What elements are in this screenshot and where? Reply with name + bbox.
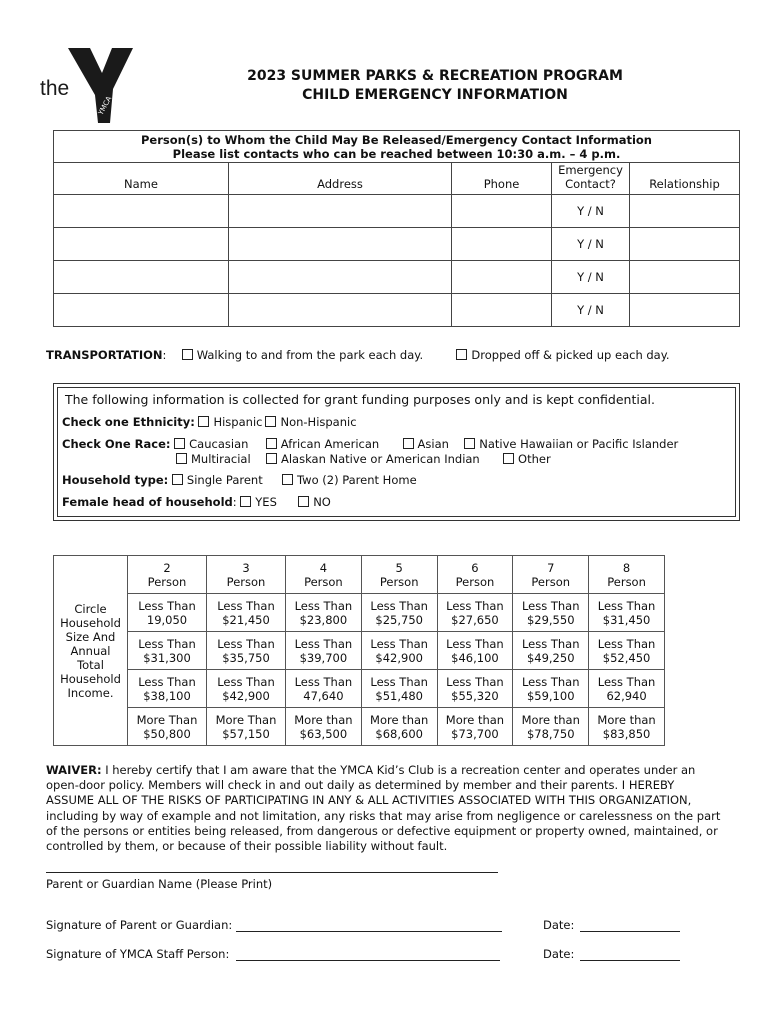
grant-info-box <box>53 383 740 521</box>
guardian-date-label: Date: <box>543 918 575 932</box>
income-cell[interactable]: Less Than $25,750 <box>361 594 437 632</box>
income-row-label: Circle Household Size And Annual Total Household Income. <box>54 556 128 746</box>
dropoff-checkbox[interactable] <box>456 349 467 360</box>
asian-checkbox[interactable] <box>403 438 414 449</box>
phone-cell[interactable] <box>452 228 552 261</box>
address-cell[interactable] <box>229 261 452 294</box>
name-cell[interactable] <box>54 261 229 294</box>
ethnicity-row: Check one Ethnicity: Hispanic Non-Hispanic <box>62 415 357 429</box>
income-cell[interactable]: Less Than 47,640 <box>286 670 362 708</box>
hispanic-checkbox[interactable] <box>198 416 209 427</box>
walking-checkbox[interactable] <box>182 349 193 360</box>
walking-label: Walking to and from the park each day. <box>196 348 424 362</box>
emergency-yn[interactable]: Y / N <box>552 228 630 261</box>
grant-info-inner <box>57 387 736 517</box>
staff-signature-line[interactable] <box>236 960 500 961</box>
col-name: Name <box>54 163 229 195</box>
household-income-table <box>53 555 665 746</box>
income-cell[interactable]: Less Than $38,100 <box>128 670 207 708</box>
income-cell[interactable]: Less Than $31,450 <box>589 594 665 632</box>
guardian-date-line[interactable] <box>580 931 680 932</box>
ymca-logo <box>40 45 140 125</box>
name-cell[interactable] <box>54 228 229 261</box>
non-hispanic-checkbox[interactable] <box>265 416 276 427</box>
emergency-yn[interactable]: Y / N <box>552 261 630 294</box>
contacts-heading: Person(s) to Whom the Child May Be Released/Emergency Contact Information Please list contacts who can be reached between 10:30 a.m. – 4 p.m. <box>54 131 740 163</box>
relationship-cell[interactable] <box>630 195 740 228</box>
address-cell[interactable] <box>229 294 452 327</box>
income-cell[interactable]: Less Than $23,800 <box>286 594 362 632</box>
ymca-y-icon <box>40 45 140 125</box>
income-cell[interactable]: Less Than $29,550 <box>513 594 589 632</box>
svg-text:YMCA: YMCA <box>96 95 114 117</box>
guardian-signature-label: Signature of Parent or Guardian: <box>46 918 233 932</box>
income-cell[interactable]: More than $78,750 <box>513 708 589 746</box>
relationship-cell[interactable] <box>630 261 740 294</box>
income-cell[interactable]: Less Than $27,650 <box>437 594 513 632</box>
emergency-contacts-table <box>53 130 740 327</box>
income-cell[interactable]: More than $68,600 <box>361 708 437 746</box>
address-cell[interactable] <box>229 228 452 261</box>
staff-date-label: Date: <box>543 947 575 961</box>
income-cell[interactable]: Less Than $59,100 <box>513 670 589 708</box>
col-phone: Phone <box>452 163 552 195</box>
guardian-name-line[interactable] <box>46 872 498 873</box>
income-cell[interactable]: Less Than $42,900 <box>207 670 286 708</box>
grant-intro: The following information is collected for grant funding purposes only and is kept confidential. <box>65 392 655 407</box>
income-row <box>54 632 665 670</box>
income-cell[interactable]: Less Than 19,050 <box>128 594 207 632</box>
native-hawaiian-checkbox[interactable] <box>464 438 475 449</box>
transportation-label: TRANSPORTATION <box>46 348 163 362</box>
alaskan-native-checkbox[interactable] <box>266 453 277 464</box>
waiver-text: WAIVER: I hereby certify that I am aware that the YMCA Kid’s Club is a recreation center and operates under an open-door policy. Members will check in and out daily as determined by member and their parents. I HEREBY ASSUME ALL OF THE RISKS OF PARTICIPATING IN ANY & ALL ACTIVITIES ASSOCIATED WITH THIS ORGANIZATION, including by way of example and not limitation, any risks that may arise from negligence or carelessness on the part of the persons or entities being released, from dangerous or defective equipment or property owned, maintained, or controlled by them, or because of their possible liability without fault. <box>46 763 721 854</box>
income-row <box>54 670 665 708</box>
size-header: 4 Person <box>286 556 362 594</box>
name-cell[interactable] <box>54 195 229 228</box>
race-row-1: Check One Race: Caucasian African American Asian Native Hawaiian or Pacific Islander <box>62 437 679 451</box>
income-cell[interactable]: More than $83,850 <box>589 708 665 746</box>
income-cell[interactable]: More Than $50,800 <box>128 708 207 746</box>
address-cell[interactable] <box>229 195 452 228</box>
size-header: 3 Person <box>207 556 286 594</box>
size-header: 7 Person <box>513 556 589 594</box>
name-cell[interactable] <box>54 294 229 327</box>
staff-signature-label: Signature of YMCA Staff Person: <box>46 947 230 961</box>
income-row <box>54 594 665 632</box>
income-cell[interactable]: Less Than $51,480 <box>361 670 437 708</box>
contact-row <box>54 261 740 294</box>
size-header: 5 Person <box>361 556 437 594</box>
logo-the: the <box>40 77 70 100</box>
income-cell[interactable]: Less Than $21,450 <box>207 594 286 632</box>
income-cell[interactable]: Less Than $42,900 <box>361 632 437 670</box>
income-cell[interactable]: Less Than 62,940 <box>589 670 665 708</box>
income-cell[interactable]: Less Than $49,250 <box>513 632 589 670</box>
two-parent-checkbox[interactable] <box>282 474 293 485</box>
emergency-yn[interactable]: Y / N <box>552 294 630 327</box>
transportation-row: TRANSPORTATION: Walking to and from the park each day. Dropped off & picked up each day. <box>46 348 670 362</box>
phone-cell[interactable] <box>452 294 552 327</box>
female-head-yes-checkbox[interactable] <box>240 496 251 507</box>
household-type-row: Household type: Single Parent Two (2) Parent Home <box>62 473 417 487</box>
relationship-cell[interactable] <box>630 294 740 327</box>
income-row <box>54 708 665 746</box>
size-header: 6 Person <box>437 556 513 594</box>
contact-row <box>54 228 740 261</box>
income-cell[interactable]: Less Than $55,320 <box>437 670 513 708</box>
staff-date-line[interactable] <box>580 960 680 961</box>
size-header: 2 Person <box>128 556 207 594</box>
phone-cell[interactable] <box>452 195 552 228</box>
page-subtitle: CHILD EMERGENCY INFORMATION <box>302 87 568 103</box>
multiracial-checkbox[interactable] <box>176 453 187 464</box>
col-relationship: Relationship <box>630 163 740 195</box>
contacts-header-row <box>54 163 740 195</box>
income-cell[interactable]: More than $63,500 <box>286 708 362 746</box>
guardian-signature-line[interactable] <box>236 931 502 932</box>
waiver-label: WAIVER: <box>46 763 102 777</box>
race-row-2: Multiracial Alaskan Native or American Indian Other <box>176 452 551 466</box>
other-race-checkbox[interactable] <box>503 453 514 464</box>
single-parent-checkbox[interactable] <box>172 474 183 485</box>
income-cell[interactable]: Less Than $52,450 <box>589 632 665 670</box>
guardian-name-label: Parent or Guardian Name (Please Print) <box>46 877 273 891</box>
phone-cell[interactable] <box>452 261 552 294</box>
relationship-cell[interactable] <box>630 228 740 261</box>
dropoff-label: Dropped off & picked up each day. <box>471 348 670 362</box>
caucasian-checkbox[interactable] <box>174 438 185 449</box>
income-cell[interactable]: More Than $57,150 <box>207 708 286 746</box>
emergency-yn[interactable]: Y / N <box>552 195 630 228</box>
income-cell[interactable]: More than $73,700 <box>437 708 513 746</box>
contact-row <box>54 294 740 327</box>
income-cell[interactable]: Less Than $46,100 <box>437 632 513 670</box>
female-head-row: Female head of household: YES NO <box>62 495 331 509</box>
income-header-row <box>54 556 665 594</box>
income-cell[interactable]: Less Than $31,300 <box>128 632 207 670</box>
female-head-no-checkbox[interactable] <box>298 496 309 507</box>
col-address: Address <box>229 163 452 195</box>
income-cell[interactable]: Less Than $35,750 <box>207 632 286 670</box>
contact-row <box>54 195 740 228</box>
size-header: 8 Person <box>589 556 665 594</box>
page-title: 2023 SUMMER PARKS & RECREATION PROGRAM <box>247 68 623 84</box>
african-american-checkbox[interactable] <box>266 438 277 449</box>
income-cell[interactable]: Less Than $39,700 <box>286 632 362 670</box>
col-emergency: Emergency Contact? <box>552 163 630 195</box>
